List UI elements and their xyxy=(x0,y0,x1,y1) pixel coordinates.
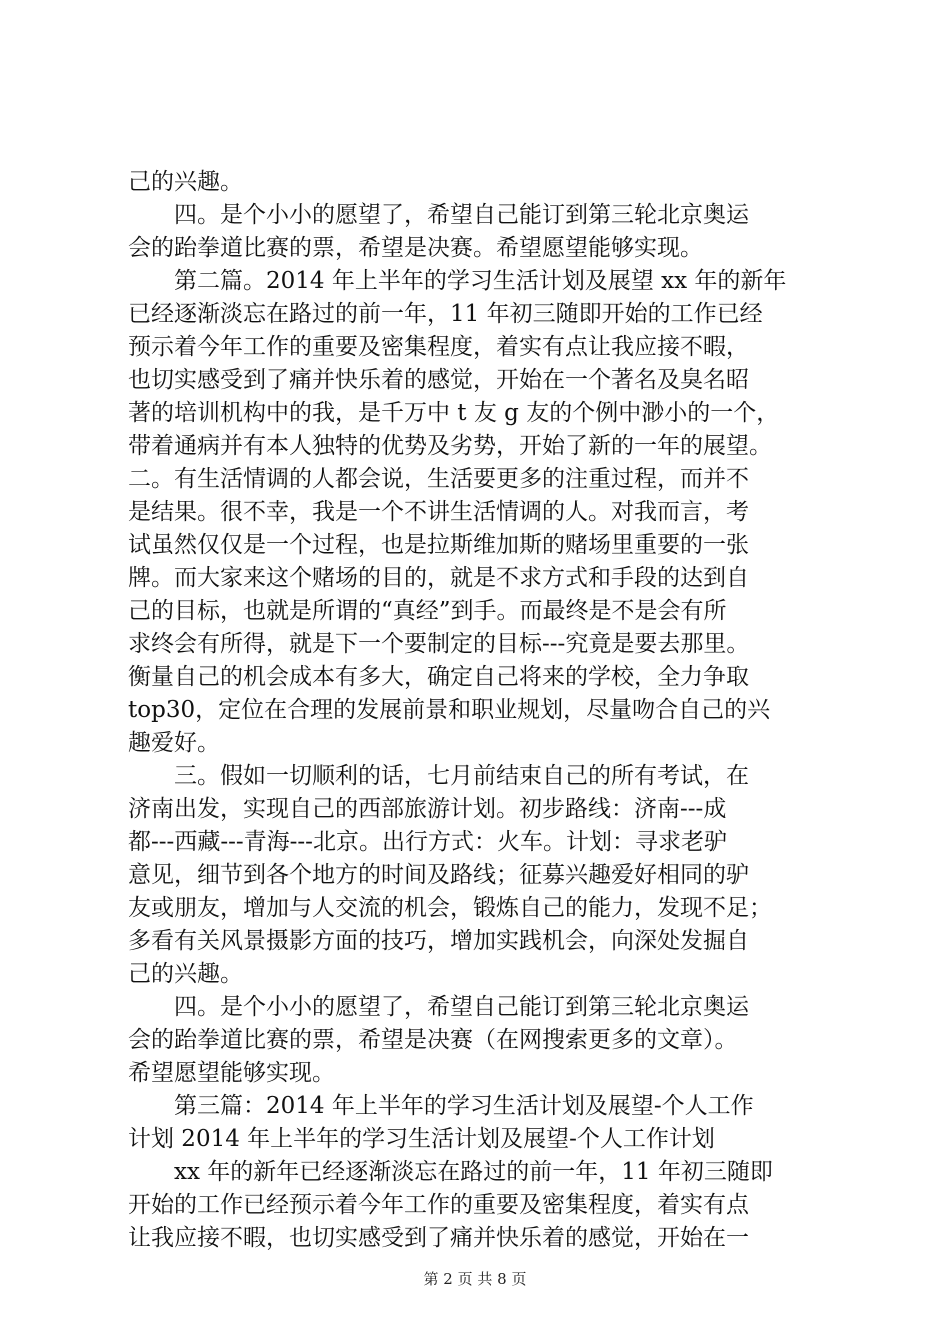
text-line: top30，定位在合理的发展前景和职业规划，尽量吻合自己的兴 xyxy=(128,697,771,723)
text-line: 试虽然仅仅是一个过程，也是拉斯维加斯的赌场里重要的一张 xyxy=(128,532,749,558)
text-line: 都---西藏---青海---北京。出行方式：火车。计划：寻求老驴 xyxy=(128,829,727,855)
text-line: 己的兴趣。 xyxy=(128,169,243,195)
text-line: 第二篇。2014 年上半年的学习生活计划及展望 xx 年的新年 xyxy=(128,268,787,294)
text-line: 也切实感受到了痛并快乐着的感觉，开始在一个著名及臭名昭 xyxy=(128,367,749,393)
text-line: 著的培训机构中的我，是千万中 t 友 g 友的个例中渺小的一个， xyxy=(128,400,780,426)
text-line: 第三篇：2014 年上半年的学习生活计划及展望-个人工作 xyxy=(128,1093,754,1119)
text-line: 让我应接不暇，也切实感受到了痛并快乐着的感觉，开始在一 xyxy=(128,1225,749,1251)
page-footer: 第 2 页 共 8 页 xyxy=(423,1270,527,1288)
text-line: 开始的工作已经预示着今年工作的重要及密集程度，着实有点 xyxy=(128,1192,749,1218)
text-line: 希望愿望能够实现。 xyxy=(128,1060,335,1086)
text-line: 衡量自己的机会成本有多大，确定自己将来的学校，全力争取 xyxy=(128,664,749,690)
text-line: 四。是个小小的愿望了，希望自己能订到第三轮北京奥运 xyxy=(128,994,749,1020)
text-line: 会的跆拳道比赛的票，希望是决赛。希望愿望能够实现。 xyxy=(128,235,703,261)
text-line: 友或朋友，增加与人交流的机会，锻炼自己的能力，发现不足； xyxy=(128,895,772,921)
text-line: 会的跆拳道比赛的票，希望是决赛（在网搜索更多的文章）。 xyxy=(128,1027,738,1053)
text-line: xx 年的新年已经逐渐淡忘在路过的前一年，11 年初三随即 xyxy=(128,1159,773,1185)
text-line: 是结果。很不幸，我是一个不讲生活情调的人。对我而言，考 xyxy=(128,499,749,525)
text-line: 求终会有所得，就是下一个要制定的目标---究竟是要去那里。 xyxy=(128,631,750,657)
text-line: 带着通病并有本人独特的优势及劣势，开始了新的一年的展望。 xyxy=(128,433,772,459)
text-line: 四。是个小小的愿望了，希望自己能订到第三轮北京奥运 xyxy=(128,202,749,228)
text-line: 三。假如一切顺利的话，七月前结束自己的所有考试，在 xyxy=(128,763,749,789)
text-line: 已经逐渐淡忘在路过的前一年，11 年初三随即开始的工作已经 xyxy=(128,301,763,327)
text-line: 二。有生活情调的人都会说，生活要更多的注重过程，而并不 xyxy=(128,466,749,492)
text-line: 趣爱好。 xyxy=(128,730,220,756)
text-line: 意见，细节到各个地方的时间及路线；征募兴趣爱好相同的驴 xyxy=(128,862,749,888)
text-line: 济南出发，实现自己的西部旅游计划。初步路线：济南---成 xyxy=(128,796,727,822)
text-line: 预示着今年工作的重要及密集程度，着实有点让我应接不暇， xyxy=(128,334,749,360)
text-line: 己的目标，也就是所谓的“真经”到手。而最终是不是会有所 xyxy=(128,598,727,624)
text-line: 牌。而大家来这个赌场的目的，就是不求方式和手段的达到自 xyxy=(128,565,749,591)
text-line: 己的兴趣。 xyxy=(128,961,243,987)
body-text xyxy=(128,166,828,1255)
text-line: 计划 2014 年上半年的学习生活计划及展望-个人工作计划 xyxy=(128,1126,715,1152)
text-line: 多看有关风景摄影方面的技巧，增加实践机会，向深处发掘自 xyxy=(128,928,749,954)
